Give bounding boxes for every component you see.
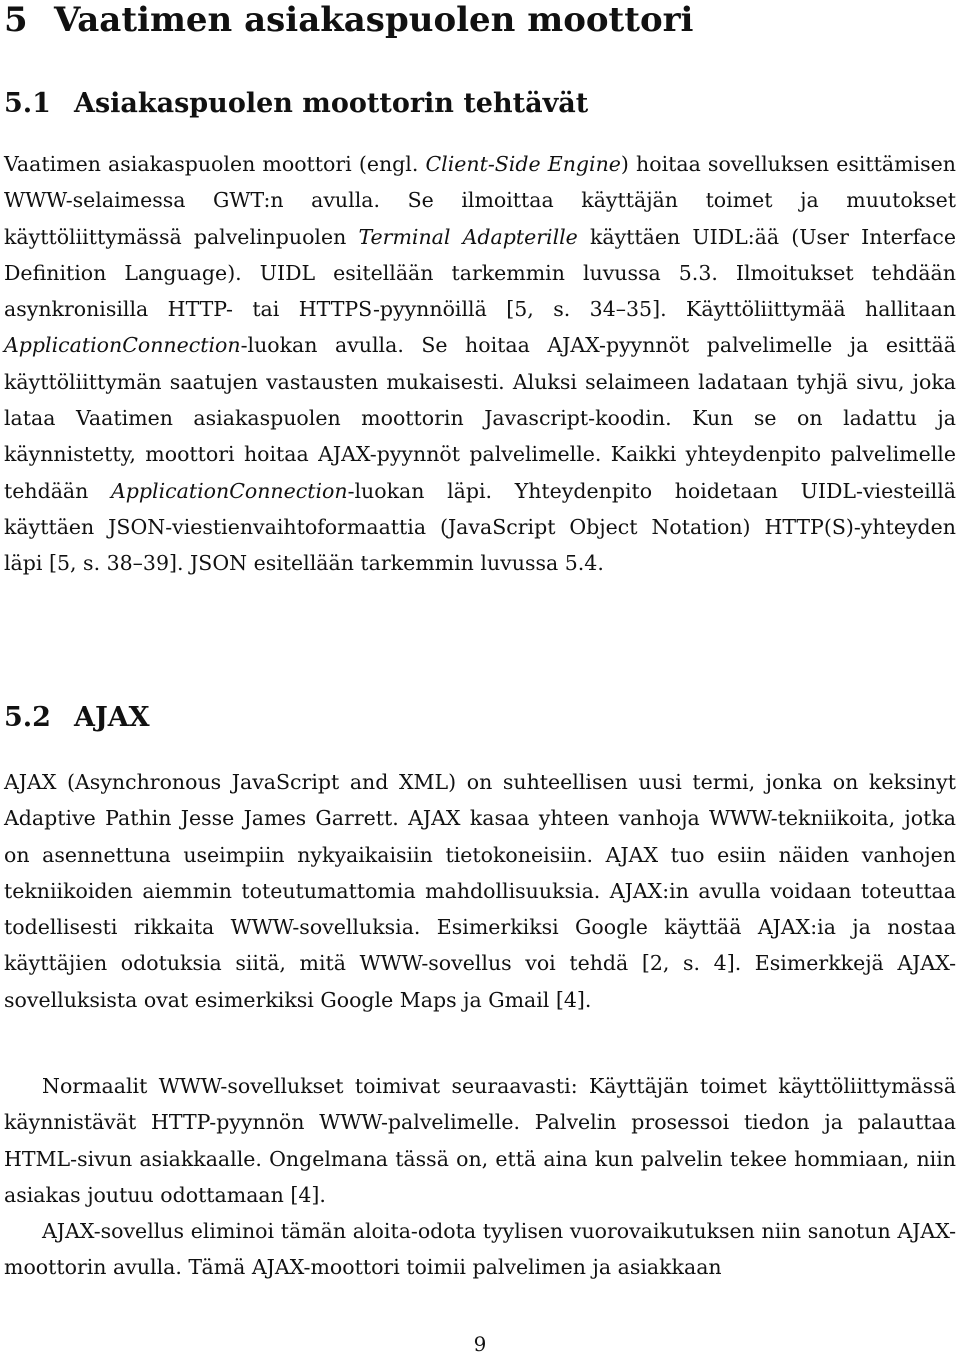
text-run: ) hoitaa sovelluksen esittämisen WWW-selaimessa GWT:n avulla. Se ilmoittaa käyttäjän toimet ja muutokset käyttöliittymässä palvelinpuolen: [4, 152, 956, 249]
section-heading: [4, 0, 693, 40]
subsection-heading-5-1: [4, 86, 588, 122]
subsection-title: AJAX: [74, 702, 150, 733]
term-terminal-adapter: Terminal Adapterille: [358, 224, 578, 249]
subsection-title: Asiakaspuolen moottorin tehtävät: [74, 88, 589, 119]
paragraph-normal-web-apps: Normaalit WWW-sovellukset toimivat seuraavasti: Käyttäjän toimet käyttöliittymässä käynnistävät HTTP-pyynnön WWW-palvelimelle. Palvelin prosessoi tiedon ja palauttaa HTML-sivun asiakkaalle. Ongelmana tässä on, että aina kun palvelin tekee hommiaan, niin asiakas joutuu odottamaan [4].: [4, 1074, 956, 1207]
paragraph-ajax-engine: AJAX-sovellus eliminoi tämän aloita-odota tyylisen vuorovaikutuksen niin sanotun AJAX-moottorin avulla. Tämä AJAX-moottori toimii palvelimen ja asiakkaan: [4, 1219, 956, 1280]
subsection-number: 5.2: [4, 702, 51, 733]
term-application-connection: ApplicationConnection: [4, 333, 241, 358]
subsection-number: 5.1: [4, 88, 51, 119]
paragraph-ajax-intro: AJAX (Asynchronous JavaScript and XML) on suhteellisen uusi termi, jonka on keksinyt Adaptive Pathin Jesse James Garrett. AJAX kasaa yhteen vanhoja WWW-tekniikoita, jotka on asennettuna useimpiin nykyaikaisiin tietokoneisiin. AJAX tuo esiin näiden vanhojen tekniikoiden aiemmin toteutumattomia mahdollisuuksia. AJAX:in avulla voidaan toteuttaa todellisesti rikkaita WWW-sovelluksia. Esimerkiksi Google käyttää AJAX:ia ja nostaa käyttäjien odotuksia siitä, mitä WWW-sovellus voi tehdä [2, s. 4]. Esimerkkejä AJAX-sovelluksista ovat esimerkiksi Google Maps ja Gmail [4].: [4, 770, 956, 1012]
paragraph-client-engine: [4, 146, 956, 582]
section-title: Vaatimen asiakaspuolen moottori: [54, 0, 694, 40]
text-run: Vaatimen asiakaspuolen moottori (engl.: [4, 152, 426, 176]
term-application-connection: ApplicationConnection: [110, 478, 348, 503]
section-number: 5: [4, 0, 28, 40]
text-run: -luokan avulla. Se hoitaa AJAX-pyynnöt palvelimelle ja esittää käyttöliittymän saatujen vastausten mukaisesti. Aluksi selaimeen ladataan tyhjä sivu, joka lataa Vaatimen asiakaspuolen moottorin Javascript-koodin. Kun se on ladattu ja käynnistetty, moottori hoitaa AJAX-pyynnöt palvelimelle. Kaikki yhteydenpito palvelimelle tehdään: [4, 333, 956, 503]
page-number: 9: [473, 1332, 487, 1356]
text-run: käyttäen UIDL:ää (User Interface Definition Language). UIDL esitellään tarkemmin luvussa 5.3. Ilmoitukset tehdään asynkronisilla HTTP- tai HTTPS-pyynnöillä [5, s. 34–35]. Käyttöliittymää hallitaan: [4, 224, 957, 322]
text-run: -luokan läpi. Yhteydenpito hoidetaan UIDL-viesteillä käyttäen JSON-viestienvaihtoformaattia (JavaScript Object Notation) HTTP(S)-yhteyden läpi [5, s. 38–39]. JSON esitellään tarkemmin luvussa 5.4.: [4, 478, 957, 576]
term-client-side-engine: Client-Side Engine: [425, 152, 621, 176]
subsection-heading-5-2: [4, 700, 150, 736]
